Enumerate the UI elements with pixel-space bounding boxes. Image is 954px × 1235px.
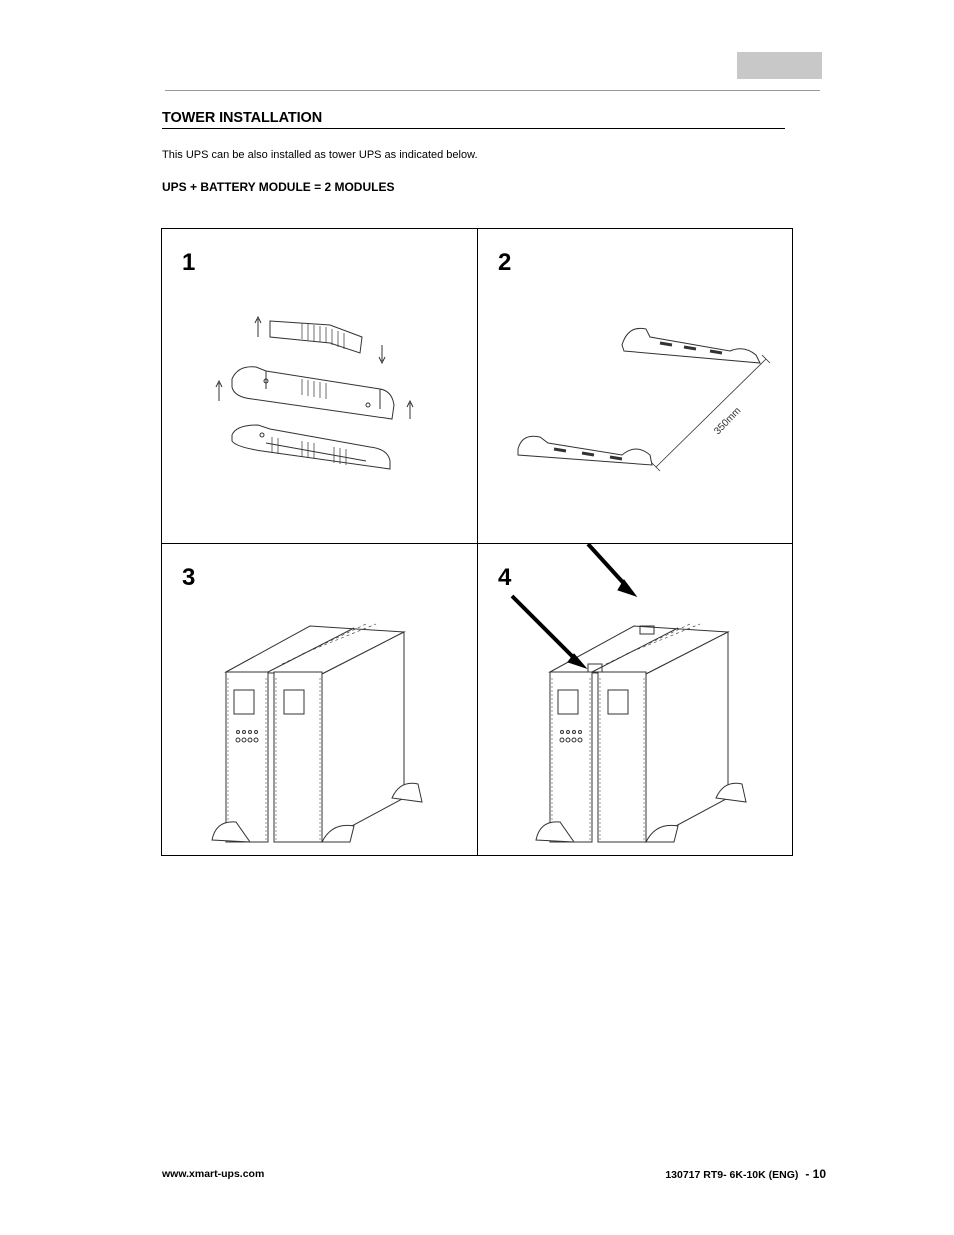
footer-doc-code: 130717 RT9- 6K-10K (ENG) (665, 1169, 799, 1181)
footer-website: www.xmart-ups.com (162, 1168, 265, 1180)
step-number: 3 (182, 564, 196, 591)
step-number: 4 (498, 564, 512, 591)
step-3-panel (162, 544, 477, 858)
header-rule (165, 90, 820, 91)
dimension-label: 350mm (712, 405, 744, 438)
step-number: 2 (498, 249, 512, 276)
page-number: - 10 (805, 1167, 826, 1181)
header-tab (737, 52, 822, 79)
step-2-panel (478, 229, 793, 543)
step-1-panel (162, 229, 477, 543)
section-title: TOWER INSTALLATION (162, 110, 785, 129)
intro-text: This UPS can be also installed as tower UPS as indicated below. (162, 149, 478, 161)
subheading: UPS + BATTERY MODULE = 2 MODULES (162, 180, 395, 194)
step-1-illustration (162, 229, 477, 543)
step-4-illustration (478, 544, 793, 858)
footer-doc-info (665, 1168, 826, 1182)
step-2-illustration (478, 229, 793, 543)
installation-steps-grid (161, 228, 793, 856)
step-4-panel (478, 544, 793, 858)
step-number: 1 (182, 249, 196, 276)
step-3-illustration (162, 544, 477, 858)
